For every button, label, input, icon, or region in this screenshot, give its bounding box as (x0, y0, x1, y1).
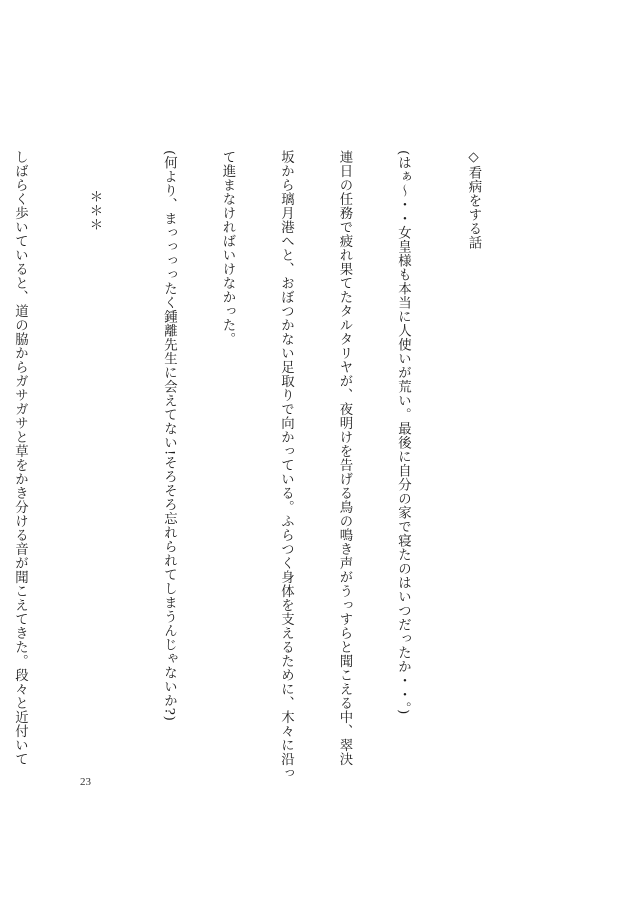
story-line: しばらく歩いていると、道の脇からガサガサと草をかき分ける音が聞こえてきた。段々と近付いて (12, 150, 28, 766)
page-number: 23 (80, 776, 91, 788)
paragraph-line: て進まなければいけなかった。 (220, 150, 235, 346)
chapter-title: ◇看病をする話 (466, 150, 481, 250)
paragraph-line: (何より、まっっっったく鍾離先生に会えてない!そろそろ忘れられてしまうんじゃないか?) (161, 150, 177, 722)
section-separator: ＊＊＊ (87, 190, 102, 232)
paragraph-line: 連日の任務で疲れ果てたタルタリヤが、夜明けを告げる鳥の鳴き声がうっすらと聞こえる中、翠決 (337, 150, 352, 766)
paragraph-line: (はぁ〜・・女皇様も本当に人使いが荒い。最後に自分の家で寝たのはいつだったか・・。) (395, 150, 411, 715)
vertical-text-body (0, 150, 522, 780)
paragraph-line: 坂から璃月港へと、おぼつかない足取りで向かっている。ふらつく身体を支えるために、木々に沿っ (278, 150, 294, 780)
